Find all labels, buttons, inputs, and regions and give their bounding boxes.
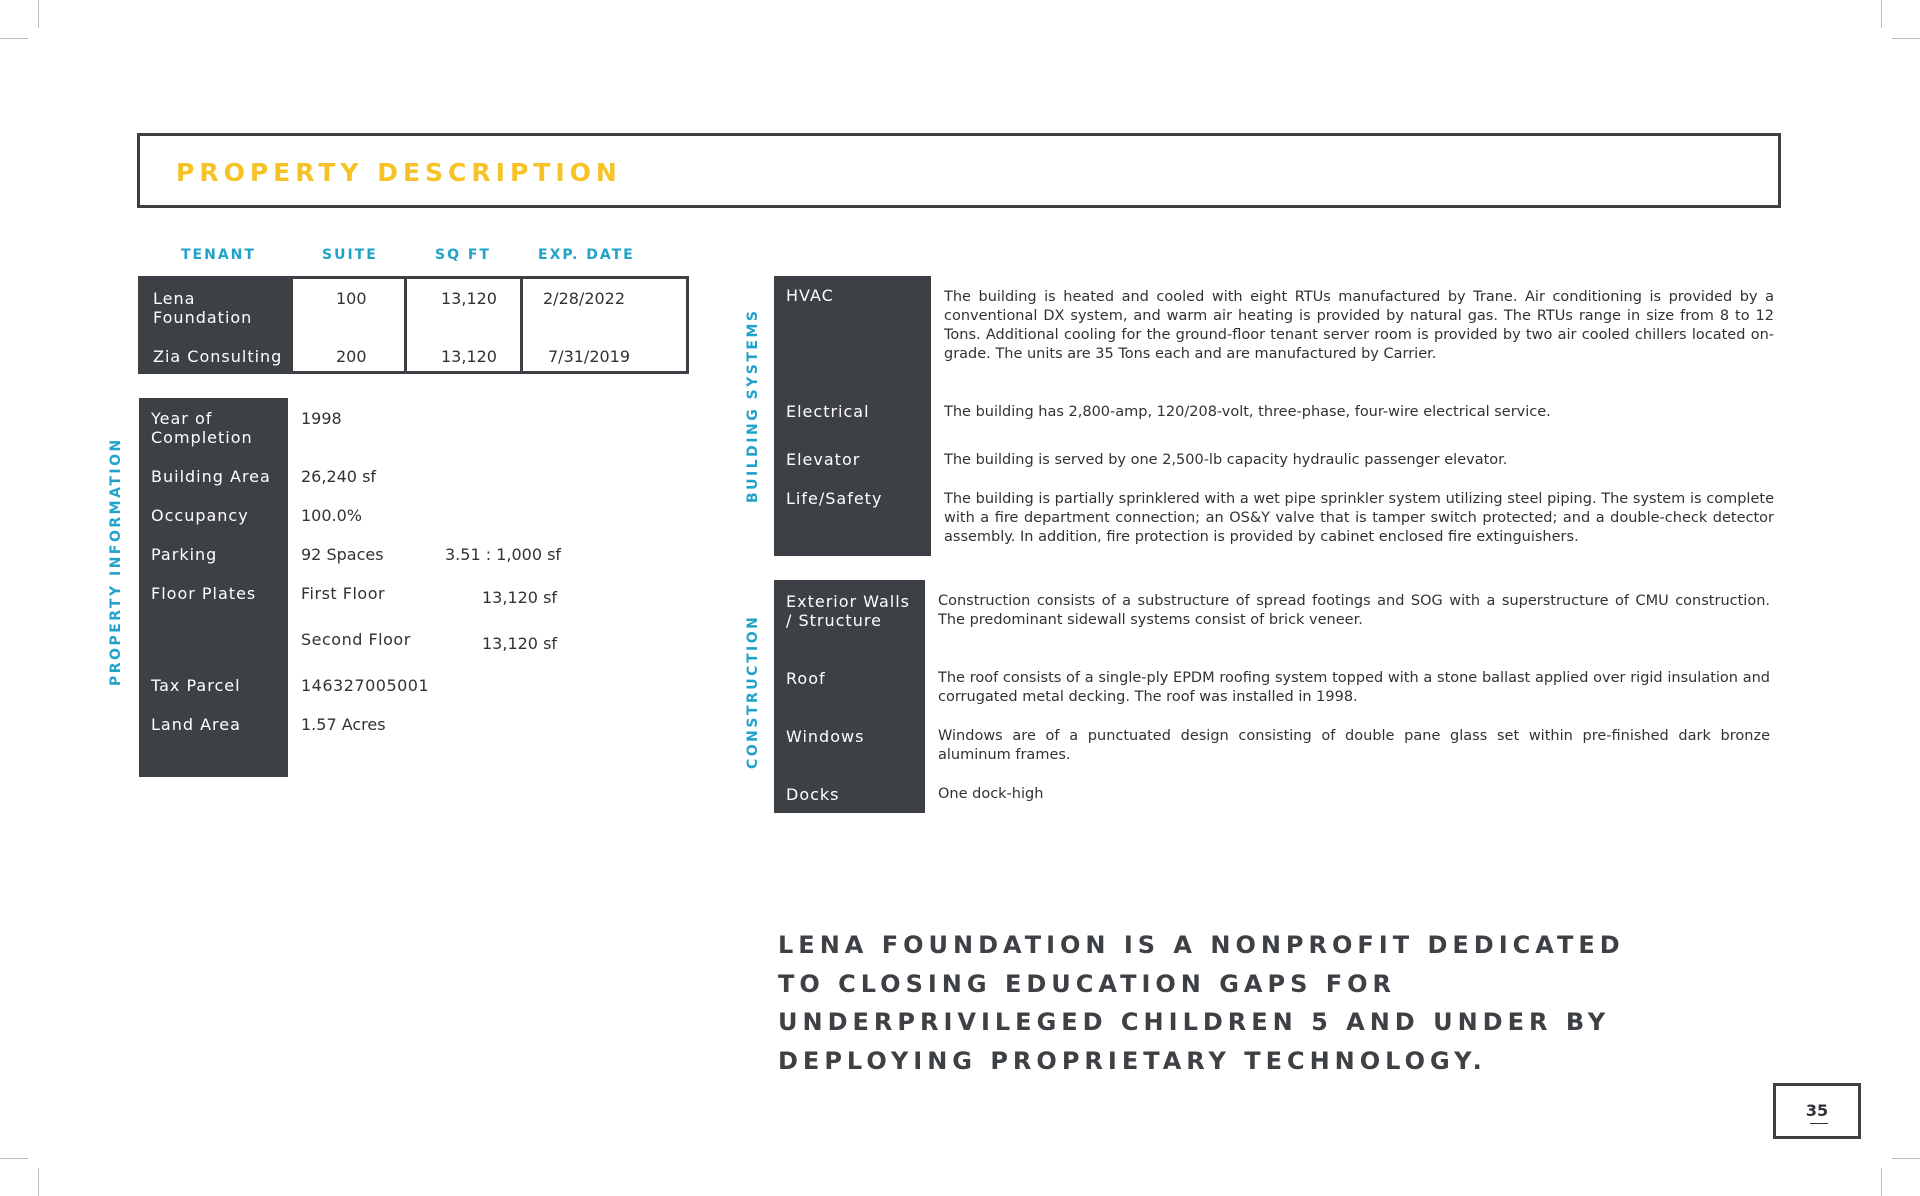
tenant-suite: 200 [336, 347, 367, 366]
col-header-exp-date: EXP. DATE [538, 247, 635, 263]
tax-parcel-label: Tax Parcel [151, 676, 241, 695]
floor1-value: 13,120 sf [482, 588, 558, 607]
docks-label: Docks [786, 785, 840, 804]
tax-parcel-value: 146327005001 [301, 676, 430, 695]
section-label-building-systems: BUILDING SYSTEMS [745, 308, 761, 503]
crop-mark [1881, 0, 1882, 28]
tenant-exp-date: 2/28/2022 [543, 289, 626, 308]
life-safety-description: The building is partially sprinklered with a wet pipe sprinkler system utilizing steel piping. The system is complete with a fire department connection; an OS&Y valve that is tamper switch protected; and a double-check detector assembly. In addition, fire protection is provided by cabinet enclosed fire extinguishers. [944, 491, 1774, 545]
divider [520, 279, 523, 371]
col-header-suite: SUITE [322, 247, 378, 263]
mission-statement: LENA FOUNDATION IS A NONPROFIT DEDICATED TO CLOSING EDUCATION GAPS FOR UNDERPRIVILEGED CHILDREN 5 AND UNDER BY DEPLOYING PROPRIETARY TECHNOLOGY. [778, 931, 1625, 1075]
land-area-label: Land Area [151, 715, 241, 734]
page-number: 35 [1805, 1101, 1829, 1120]
crop-mark [1881, 1168, 1882, 1196]
exterior-walls-description: Construction consists of a substructure of spread footings and SOG with a superstructure of CMU construction. The predominant sidewall systems consist of brick veneer. [938, 593, 1770, 628]
year-value: 1998 [301, 409, 342, 428]
page-number-underline [1810, 1123, 1828, 1124]
crop-mark [38, 0, 39, 28]
tenant-sqft: 13,120 [441, 347, 497, 366]
tenant-name: Lena Foundation [153, 289, 253, 327]
windows-label: Windows [786, 727, 865, 746]
elevator-label: Elevator [786, 450, 861, 469]
crop-mark [0, 38, 28, 39]
roof-label: Roof [786, 669, 826, 688]
roof-description: The roof consists of a single-ply EPDM roofing system topped with a stone ballast applied over rigid insulation and corrugated metal decking. The roof was installed in 1998. [938, 670, 1770, 705]
parking-value: 92 Spaces [301, 545, 384, 564]
header-box [137, 133, 1781, 208]
life-safety-label: Life/Safety [786, 489, 883, 508]
building-area-value: 26,240 sf [301, 467, 377, 486]
section-label-property-information: PROPERTY INFORMATION [108, 437, 124, 686]
tenant-exp-date: 7/31/2019 [548, 347, 631, 366]
col-header-sqft: SQ FT [435, 247, 491, 263]
building-area-label: Building Area [151, 467, 271, 486]
tenant-suite: 100 [336, 289, 367, 308]
occupancy-label: Occupancy [151, 506, 249, 525]
crop-mark [38, 1168, 39, 1196]
elevator-description: The building is served by one 2,500-lb capacity hydraulic passenger elevator. [944, 452, 1508, 468]
floor2-name: Second Floor [301, 630, 411, 649]
col-header-tenant: TENANT [181, 247, 256, 263]
floor-plates-label: Floor Plates [151, 584, 257, 603]
parking-label: Parking [151, 545, 218, 564]
land-area-value: 1.57 Acres [301, 715, 386, 734]
year-label: Year of Completion [151, 409, 253, 447]
electrical-label: Electrical [786, 402, 870, 421]
crop-mark [0, 1158, 28, 1159]
parking-ratio: 3.51 : 1,000 sf [445, 545, 562, 564]
docks-description: One dock-high [938, 786, 1044, 802]
electrical-description: The building has 2,800-amp, 120/208-volt, three-phase, four-wire electrical service. [944, 404, 1551, 420]
crop-mark [1892, 38, 1920, 39]
section-label-construction: CONSTRUCTION [745, 614, 761, 769]
exterior-walls-label: Exterior Walls / Structure [786, 592, 910, 630]
tenant-sqft: 13,120 [441, 289, 497, 308]
hvac-description: The building is heated and cooled with eight RTUs manufactured by Trane. Air conditioning is provided by a conventional DX system, and warm air heating is provided by natural gas. The RTUs range in size from 8 to 12 Tons. Additional cooling for the ground-floor tenant server room is provided by two air cooled chillers located on-grade. The units are 35 Tons each and are manufactured by Carrier. [944, 289, 1774, 362]
tenant-table [138, 276, 689, 374]
windows-description: Windows are of a punctuated design consisting of double pane glass set within pre-finished dark bronze aluminum frames. [938, 728, 1770, 763]
hvac-label: HVAC [786, 286, 834, 305]
tenant-name: Zia Consulting [153, 347, 283, 366]
floor1-name: First Floor [301, 584, 386, 603]
divider [404, 279, 407, 371]
page-number-box [1773, 1083, 1861, 1139]
page-title: PROPERTY DESCRIPTION [176, 158, 622, 187]
floor2-value: 13,120 sf [482, 634, 558, 653]
crop-mark [1892, 1158, 1920, 1159]
occupancy-value: 100.0% [301, 506, 363, 525]
